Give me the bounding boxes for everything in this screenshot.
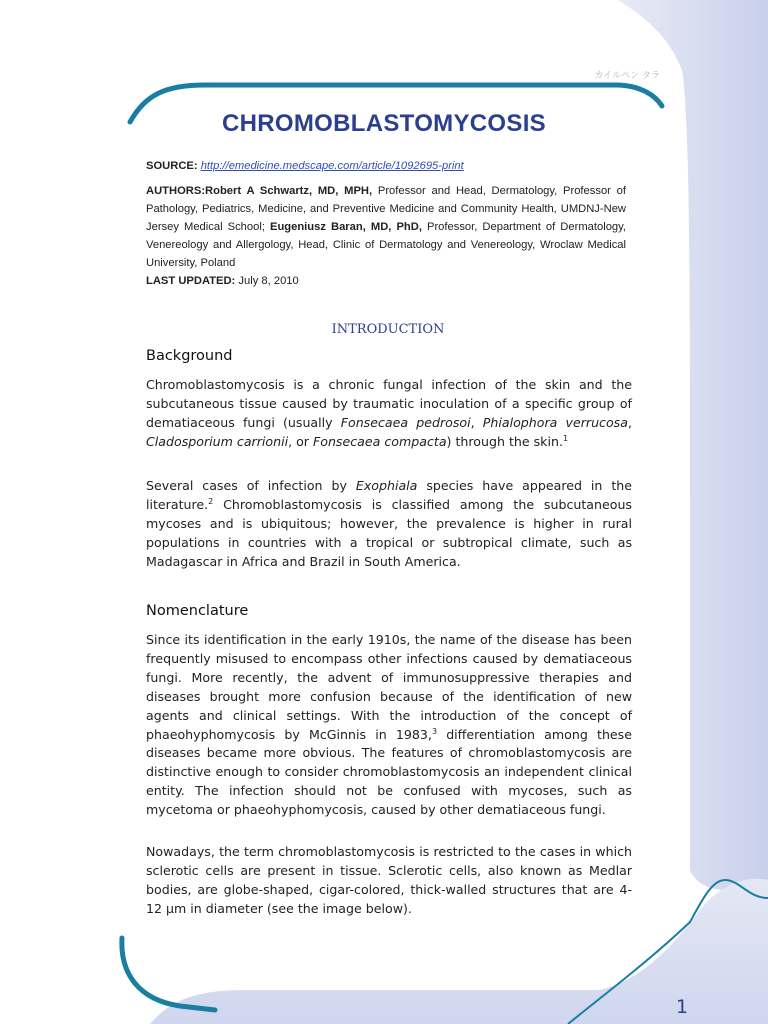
author2-affiliation: Professor, Department of Dermatology, Venereology and Allergology, Head, Clinic of Dermatology and Venereology, Wroclaw Medical University, Poland [146,221,627,269]
author1-affiliation: Professor and Head, Dermatology, Professor of Pathology, Pediatrics, Medicine, and Preventive Medicine and Community Health, UMDNJ-New Jersey Medical School; [146,185,626,233]
authors-label: AUTHORS: [146,185,206,197]
last-updated-date: July 8, 2010 [235,275,299,287]
text-run: Since its identification in the early 1910s, the name of the disease has been frequently misused to encompass other infections caused by dematiaceous fungi. More recently, the advent of immunosuppressive therapies and diseases brought more confusion because of the identification of new agents and clinical settings. With the introduction of the concept of phaeohyphomycosis by McGinnis in 1983, [146,632,632,742]
source-label: SOURCE: [146,160,198,172]
species-name: Fonsecaea pedrosoi [340,414,471,430]
text-run: , [470,414,483,430]
text-run: Chromoblastomycosis is a chronic fungal infection of the skin and the subcutaneous tissue caused by traumatic inoculation of a specific group of dematiaceous fungi (usually [146,377,632,430]
source-link[interactable]: http://emedicine.medscape.com/article/1092695-print [200,160,464,172]
text-run: differentiation among these diseases became more obvious. The features of chromoblastomycosis are distinctive enough to consider chromoblastomycosis an independent clinical entity. The infection should not be confused with mycoses, such as mycetoma or phaeohyphomycosis, caused by other dematiaceous fungi. [146,726,632,818]
background-paragraph-2 [146,477,632,572]
text-run: Chromoblastomycosis is classified among the subcutaneous mycoses and is ubiquitous; however, the prevalence is higher in rural populations in countries with a tropical or subtropical climate, such as Madagascar in Africa and Brazil in South America. [146,496,632,569]
document-title: CHROMOBLASTOMYCOSIS [222,110,546,137]
species-name: Phialophora verrucosa [482,414,628,430]
author2-name: Eugeniusz Baran, MD, PhD, [270,221,422,233]
text-run: , [627,414,632,430]
author1-name: Robert A Schwartz, MD, MPH, [205,185,373,197]
page-number: 1 [676,996,689,1018]
nomenclature-paragraph-2: Nowadays, the term chromoblastomycosis is restricted to the cases in which sclerotic cells are present in tissue. Sclerotic cells, also known as Medlar bodies, are globe-shaped, cigar-colored, thick-walled structures that are 4-12 µm in diameter (see the image below). [146,844,632,916]
species-name: Fonsecaea compacta [313,433,447,449]
footnote-ref: 1 [562,433,569,443]
introduction-heading: INTRODUCTION [331,322,445,337]
footnote-ref: 2 [208,496,214,506]
last-updated-line [146,272,626,290]
species-name: Cladosporium carrionii [146,433,289,449]
species-name: Exophiala [355,478,418,493]
source-line [146,157,626,175]
last-updated-label: LAST UPDATED: [146,275,236,287]
text-run: Several cases of infection by [146,478,356,493]
background-heading: Background [146,348,233,364]
footnote-ref: 3 [431,726,438,736]
header-tag: カイルペン タラ [594,71,660,81]
text-run: , or [288,433,313,449]
nomenclature-paragraph-1 [146,631,632,820]
authors-block [146,182,626,272]
text-run: species have appeared in the literature. [146,478,632,512]
text-run: ) through the skin. [446,433,563,449]
background-paragraph-1 [146,376,632,452]
nomenclature-heading: Nomenclature [146,603,249,619]
